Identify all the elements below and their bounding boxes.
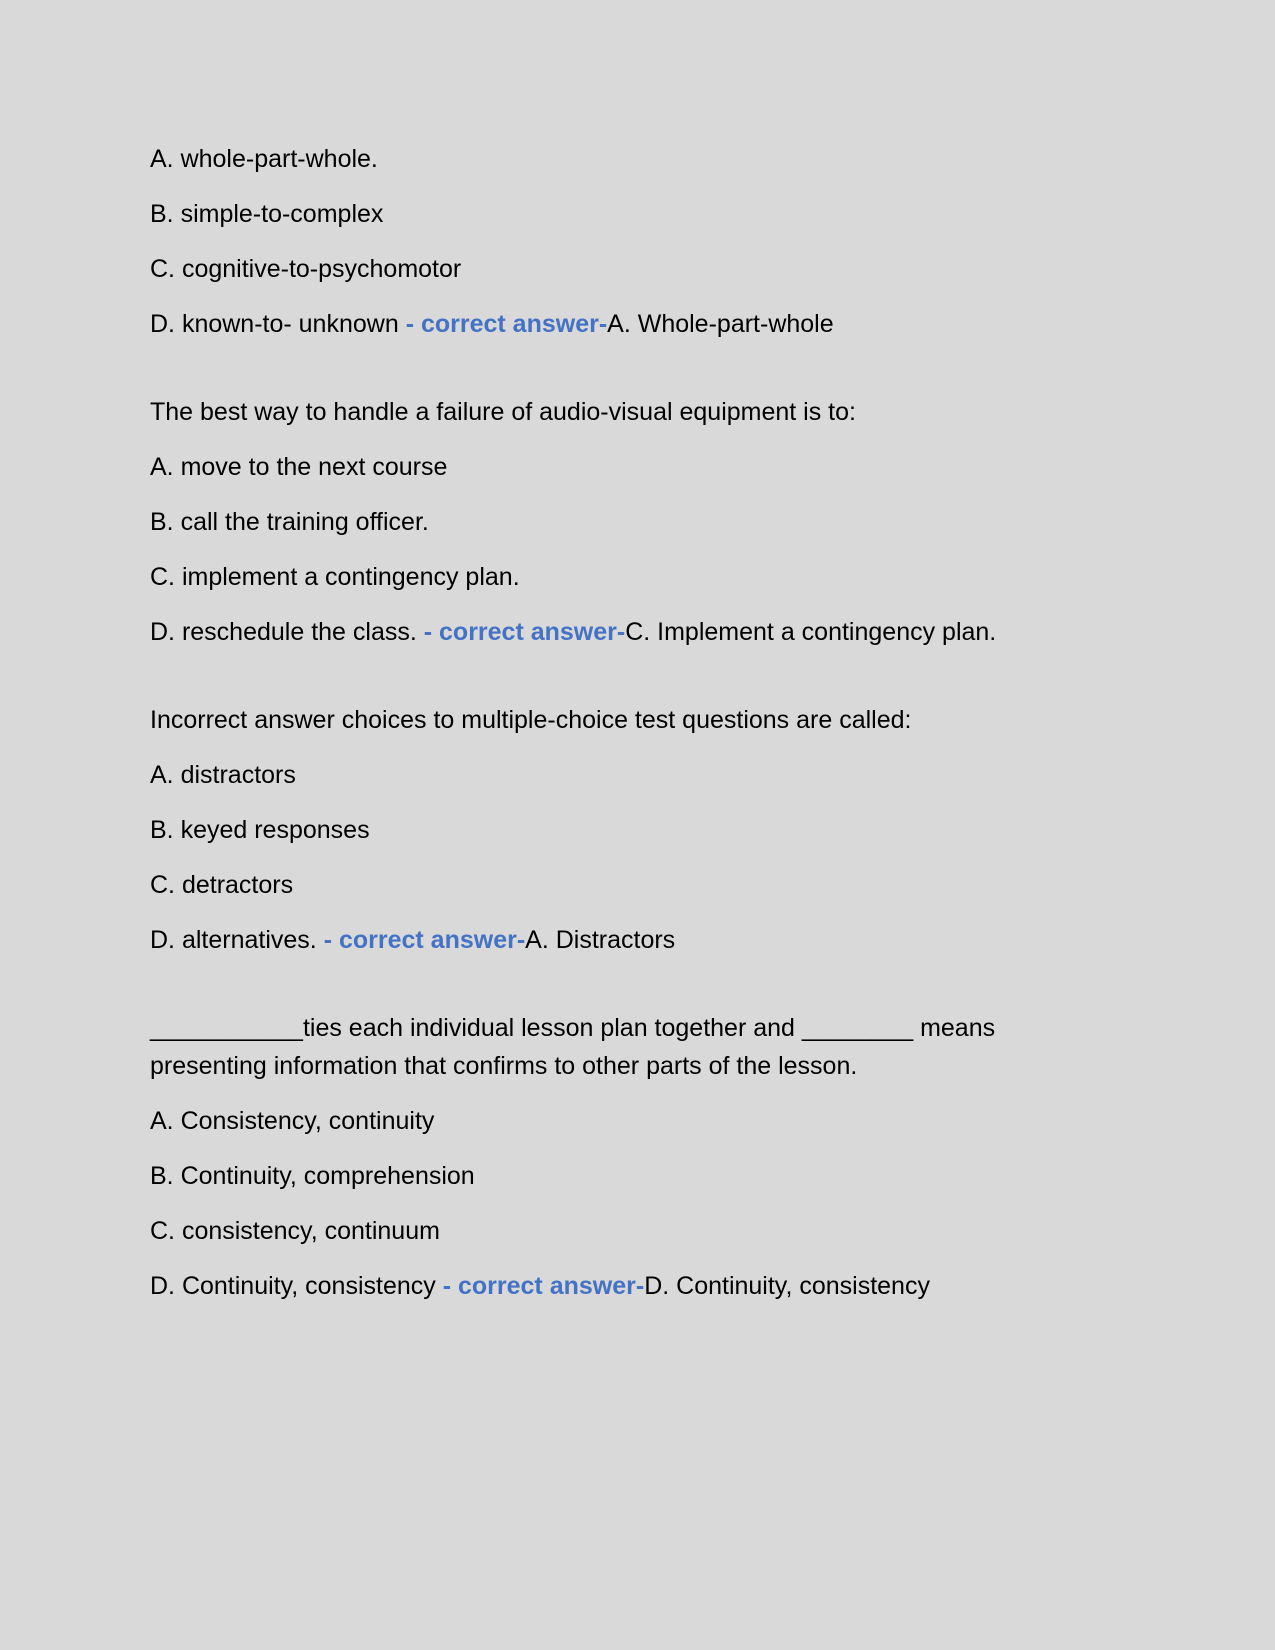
document-page [150, 140, 1110, 1355]
correct-answer-tag: - correct answer- [323, 926, 526, 954]
correct-answer-text: C. Implement a contingency plan. [625, 618, 997, 646]
option-b: B. keyed responses [150, 816, 370, 844]
option-c: C. implement a contingency plan. [150, 563, 520, 591]
option-a: A. Consistency, continuity [150, 1107, 435, 1135]
correct-answer-text: A. Whole-part-whole [607, 310, 834, 338]
option-d [150, 305, 1110, 343]
option-text: D. Continuity, consistency [150, 1272, 443, 1300]
question-stem: The best way to handle a failure of audio-visual equipment is to: [150, 398, 856, 426]
option-a: A. whole-part-whole. [150, 145, 378, 173]
option-a: A. distractors [150, 761, 296, 789]
option-text: D. known-to- unknown [150, 310, 406, 338]
correct-answer-tag: - correct answer- [423, 618, 626, 646]
question-stem: ___________ties each individual lesson plan together and ________ means presenting information that confirms to other parts of the lesson. [150, 1014, 996, 1080]
option-b: B. simple-to-complex [150, 200, 384, 228]
question-block-3 [150, 701, 1110, 959]
option-text: D. reschedule the class. [150, 618, 424, 646]
option-d [150, 921, 1110, 959]
option-d [150, 1267, 1110, 1305]
option-a: A. move to the next course [150, 453, 448, 481]
option-d [150, 613, 1110, 651]
correct-answer-tag: - correct answer- [442, 1272, 645, 1300]
correct-answer-text: D. Continuity, consistency [644, 1272, 930, 1300]
option-b: B. call the training officer. [150, 508, 429, 536]
option-c: C. detractors [150, 871, 294, 899]
correct-answer-tag: - correct answer- [405, 310, 608, 338]
correct-answer-text: A. Distractors [525, 926, 676, 954]
question-stem: Incorrect answer choices to multiple-choice test questions are called: [150, 706, 912, 734]
option-c: C. consistency, continuum [150, 1217, 440, 1245]
option-c: C. cognitive-to-psychomotor [150, 255, 462, 283]
question-block-1 [150, 140, 1110, 343]
option-text: D. alternatives. [150, 926, 324, 954]
question-block-4 [150, 1009, 1110, 1305]
option-b: B. Continuity, comprehension [150, 1162, 475, 1190]
question-block-2 [150, 393, 1110, 651]
